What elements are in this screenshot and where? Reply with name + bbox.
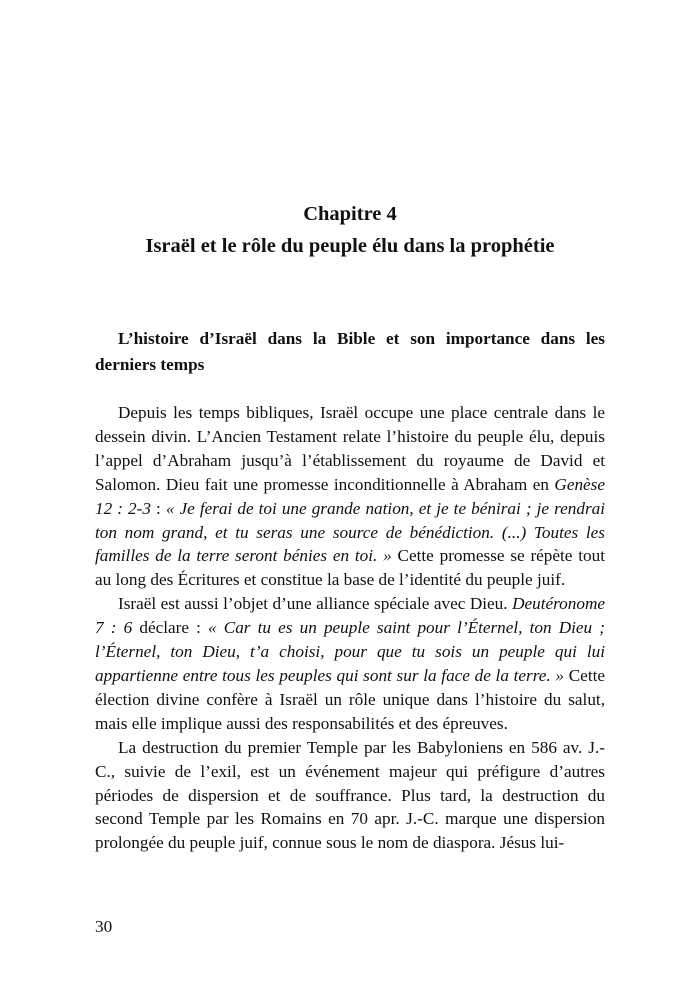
chapter-header [0, 198, 700, 262]
section-heading: L’histoire d’Israël dans la Bible et son importance dans les derniers temps [95, 329, 605, 374]
paragraph-2-connector: déclare : [132, 618, 209, 638]
body-text [95, 401, 605, 855]
scripture-quote: « Je ferai de toi une grande nation, et je te bénirai ; je rendrai ton nom grand, et tu seras une source de bénédiction. (...) Toutes les familles de la terre seront bénies en toi. » [95, 498, 606, 566]
paragraph-2-text-start: Israël est aussi l’objet d’une alliance spéciale avec Dieu. [118, 594, 513, 614]
paragraph-3-text: La destruction du premier Temple par les Babyloniens en 586 av. J.-C., suivie de l’exil, est un événement majeur qui préfigure d’autres périodes de dispersion et de souffrance. Plus tard, la destruction du second Temple par les Romains en 70 apr. J.-C. marque une dispersion prolongée du peuple juif, connue sous le nom de diaspora. Jésus lui- [95, 737, 605, 853]
scripture-reference: Deutéronome 7 : 6 [95, 594, 605, 638]
paragraph-1 [95, 401, 605, 592]
paragraph-1-colon: : [150, 498, 166, 518]
scripture-quote: « Car tu es un peuple saint pour l’Éternel, ton Dieu ; l’Éternel, ton Dieu, t’a choisi, pour que tu sois un peuple qui lui appartienne entre tous les peuples qui sont sur la face de la terre. » [95, 618, 605, 685]
paragraph-1-text-start: Depuis les temps bibliques, Israël occupe une place centrale dans le dessein divin. L’Ancien Testament relate l’histoire du peuple élu, depuis l’appel d’Abraham jusqu’à l’établissement du royaume de David et Salomon. Dieu fait une promesse inconditionnelle à Abraham en [95, 403, 605, 494]
paragraph-2-text-end: Cette élection divine confère à Israël un rôle unique dans l’histoire du salut, mais elle implique aussi des responsabilités et des épreuves. [95, 665, 605, 733]
scripture-reference: Genèse 12 : 2-3 [95, 474, 605, 518]
paragraph-1-text-end: Cette promesse se répète tout au long des Écritures et constitue la base de l’identité du peuple juif. [95, 546, 605, 590]
page-number: 30 [95, 917, 113, 936]
paragraph-2 [95, 592, 605, 735]
paragraph-3 [95, 736, 605, 856]
chapter-number: Chapitre 4 [303, 203, 397, 225]
chapter-title: Israël et le rôle du peuple élu dans la prophétie [145, 235, 555, 257]
